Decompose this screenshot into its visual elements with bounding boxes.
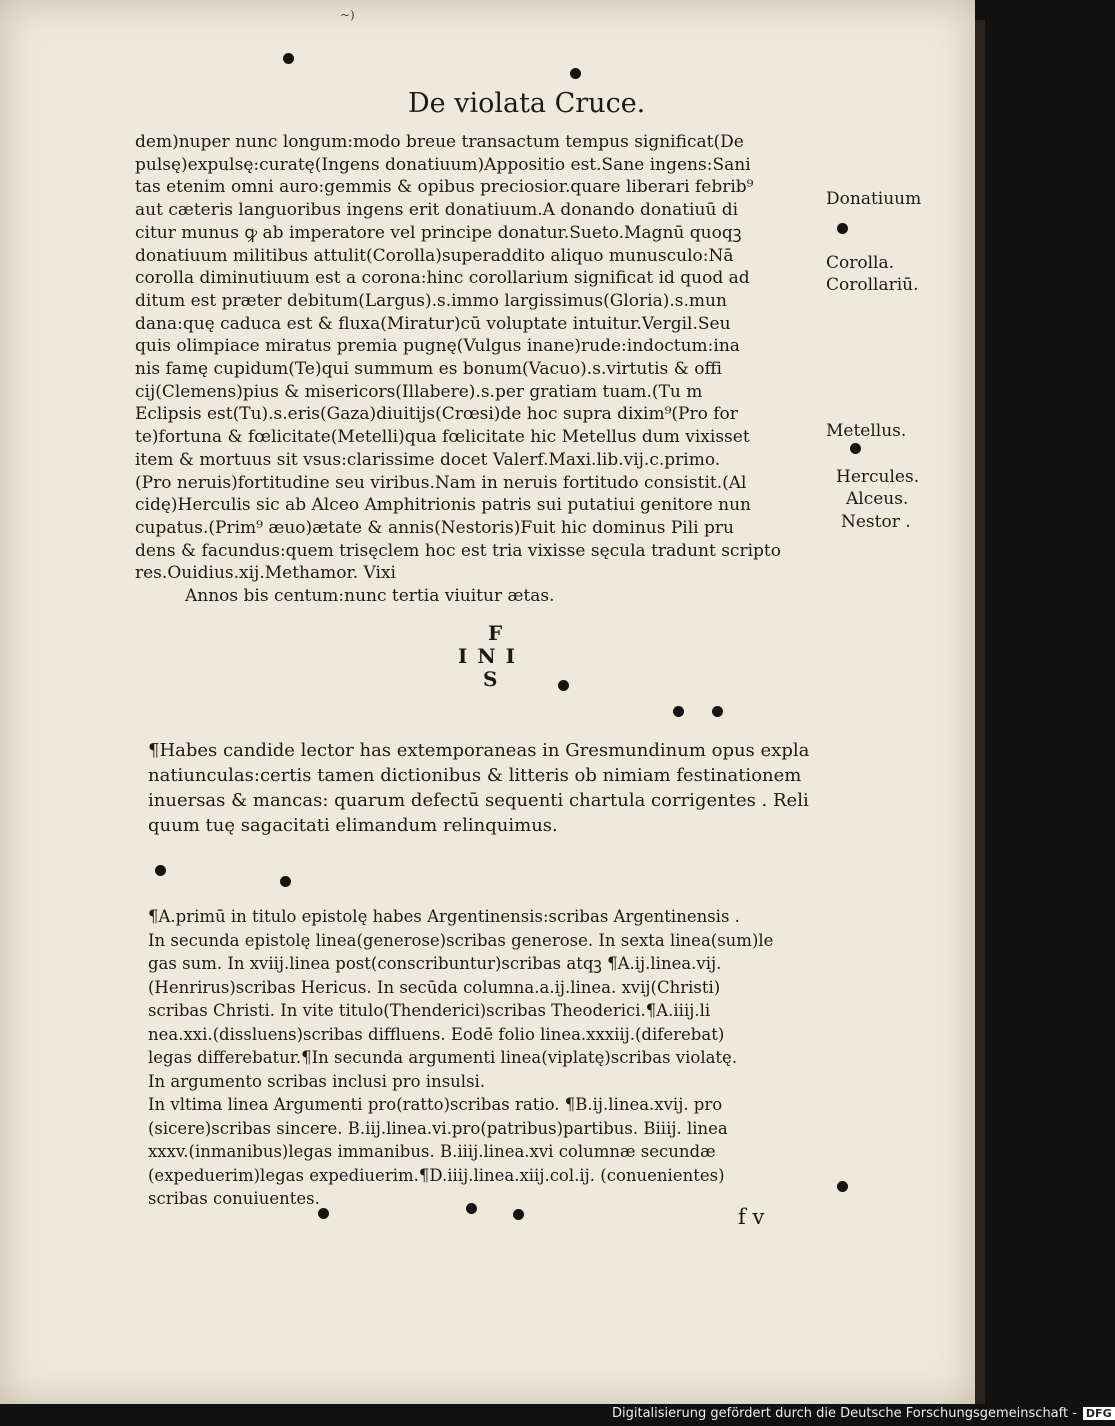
worm-hole bbox=[318, 1208, 329, 1219]
signature-mark: f v bbox=[738, 1205, 765, 1229]
worm-hole bbox=[280, 876, 291, 887]
text-line: donatiuum militibus attulit(Corolla)superaddito aliquo munusculo:Nā bbox=[135, 245, 734, 266]
errata-line: (sicere)scribas sincere. B.iij.linea.vi.pro(patribus)partibus. Biiij. linea bbox=[148, 1118, 728, 1138]
footer-credit bbox=[612, 1406, 1115, 1421]
margin-note-nestor: Nestor . bbox=[841, 512, 911, 532]
reader-note bbox=[148, 738, 838, 838]
margin-note-corollarium: Corollariū. bbox=[826, 275, 919, 295]
text-line: (Pro neruis)fortitudine seu viribus.Nam in neruis fortitudo consistit.(Al bbox=[135, 472, 747, 493]
finis-line-1: F bbox=[488, 621, 513, 645]
errata-line: In secunda epistolę linea(generose)scribas generose. In sexta linea(sum)le bbox=[148, 930, 774, 950]
text-line: dem)nuper nunc longum:modo breue transactum tempus significat(De bbox=[135, 132, 744, 152]
margin-note-donatiuum: Donatiuum bbox=[826, 189, 922, 209]
errata-line: gas sum. In xviij.linea post(conscribuntur)scribas atqꝫ ¶A.ij.linea.vij. bbox=[148, 954, 722, 973]
text-line: pulsę)expulsę:curatę(Ingens donatiuum)Appositio est.Sane ingens:Sani bbox=[135, 154, 751, 175]
text-line: dens & facundus:quem trisęclem hoc est tria vixisse sęcula tradunt scripto bbox=[135, 540, 781, 561]
worm-hole bbox=[558, 680, 569, 691]
text-line: cij(Clemens)pius & misericors(Illabere).s.per gratiam tuam.(Tu m bbox=[135, 381, 703, 402]
text-line: cidę)Herculis sic ab Alceo Amphitrionis patris sui putatiui genitore nun bbox=[135, 495, 752, 516]
finis-line-2: INI bbox=[458, 644, 525, 668]
note-line: natiunculas:certis tamen dictionibus & litteris ob nimiam festinationem bbox=[148, 765, 802, 786]
text-line: aut cæteris languoribus ingens erit donatiuum.A donando donatiuū di bbox=[135, 200, 739, 221]
worm-hole bbox=[283, 53, 294, 64]
worm-hole bbox=[850, 443, 861, 454]
text-line: dana:quę caduca est & fluxa(Miratur)cū voluptate intuitur.Vergil.Seu bbox=[135, 313, 731, 334]
note-line: inuersas & mancas: quarum defectū sequenti chartula corrigentes . Reli bbox=[148, 790, 809, 811]
worm-hole bbox=[673, 706, 684, 717]
top-mark: ~) bbox=[340, 8, 355, 22]
margin-note-metellus: Metellus. bbox=[826, 421, 907, 441]
note-line: quum tuę sagacitati elimandum relinquimus. bbox=[148, 815, 558, 836]
errata-line: xxxv.(inmanibus)legas immanibus. B.iiij.linea.xvi columnæ secundæ bbox=[148, 1142, 716, 1161]
margin-note-alceus: Alceus. bbox=[846, 489, 909, 509]
text-line: cupatus.(Prim⁹ æuo)ætate & annis(Nestoris)Fuit hic dominus Pili pru bbox=[135, 517, 734, 538]
errata-line: (Henrirus)scribas Hericus. In secūda columna.a.ij.linea. xvij(Christi) bbox=[148, 977, 721, 997]
errata-line: In vltima linea Argumenti pro(ratto)scribas ratio. ¶B.ij.linea.xvij. pro bbox=[148, 1095, 723, 1114]
margin-note-corolla: Corolla. bbox=[826, 253, 895, 273]
note-line: ¶Habes candide lector has extemporaneas in Gresmundinum opus expla bbox=[148, 740, 810, 761]
text-line-indented: Annos bis centum:nunc tertia viuitur ætas. bbox=[185, 586, 555, 607]
worm-hole bbox=[155, 865, 166, 876]
finis-line-3: S bbox=[483, 667, 508, 691]
page-edge bbox=[975, 20, 985, 1404]
worm-hole bbox=[837, 223, 848, 234]
worm-hole bbox=[570, 68, 581, 79]
margin-note-hercules: Hercules. bbox=[836, 467, 920, 487]
text-line: res.Ouidius.xij.Methamor. Vixi bbox=[135, 563, 396, 584]
page-header: De violata Cruce. bbox=[408, 88, 646, 119]
text-line: nis famę cupidum(Te)qui summum es bonum(Vacuo).s.virtutis & offi bbox=[135, 359, 722, 380]
footer-text: Digitalisierung gefördert durch die Deutsche Forschungsgemeinschaft - bbox=[612, 1406, 1077, 1421]
text-line: quis olimpiace miratus premia pugnę(Vulgus inane)rude:indoctum:ina bbox=[135, 336, 740, 357]
worm-hole bbox=[837, 1181, 848, 1192]
text-line: corolla diminutiuum est a corona:hinc corollarium significat id quod ad bbox=[135, 268, 750, 289]
errata-line: scribas Christi. In vite titulo(Thenderici)scribas Theoderici.¶A.iiij.li bbox=[148, 1001, 711, 1020]
text-line: Eclipsis est(Tu).s.eris(Gaza)diuitijs(Crœsi)de hoc supra dixim⁹(Pro for bbox=[135, 404, 738, 425]
errata-line: ¶A.primū in titulo epistolę habes Argentinensis:scribas Argentinensis . bbox=[148, 907, 740, 926]
worm-hole bbox=[466, 1203, 477, 1214]
errata-line: nea.xxi.(dissluens)scribas diffluens. Eodē folio linea.xxxiij.(diferebat) bbox=[148, 1024, 725, 1044]
errata-line: (expeduerim)legas expediuerim.¶D.iiij.linea.xiij.col.ij. (conuenientes) bbox=[148, 1165, 725, 1185]
errata-line: In argumento scribas inclusi pro insulsi. bbox=[148, 1071, 486, 1091]
text-line: ditum est præter debitum(Largus).s.immo largissimus(Gloria).s.mun bbox=[135, 290, 727, 311]
text-line: item & mortuus sit vsus:clarissime docet Valerf.Maxi.lib.vij.c.primo. bbox=[135, 449, 721, 470]
errata-line: legas differebatur.¶In secunda argumenti linea(viplatę)scribas violatę. bbox=[148, 1048, 738, 1067]
errata-list bbox=[148, 905, 838, 1211]
main-text bbox=[135, 131, 825, 608]
errata-line: scribas conuiuentes. bbox=[148, 1189, 320, 1208]
text-line: tas etenim omni auro:gemmis & opibus preciosior.quare liberari febrib⁹ bbox=[135, 177, 754, 198]
text-line: te)fortuna & fœlicitate(Metelli)qua fœlicitate hic Metellus dum vixisset bbox=[135, 427, 750, 448]
dfg-logo: DFG bbox=[1083, 1407, 1115, 1420]
worm-hole bbox=[513, 1209, 524, 1220]
worm-hole bbox=[712, 706, 723, 717]
text-line: citur munus ꝙ ab imperatore vel principe donatur.Sueto.Magnū quoqꝫ bbox=[135, 222, 742, 243]
